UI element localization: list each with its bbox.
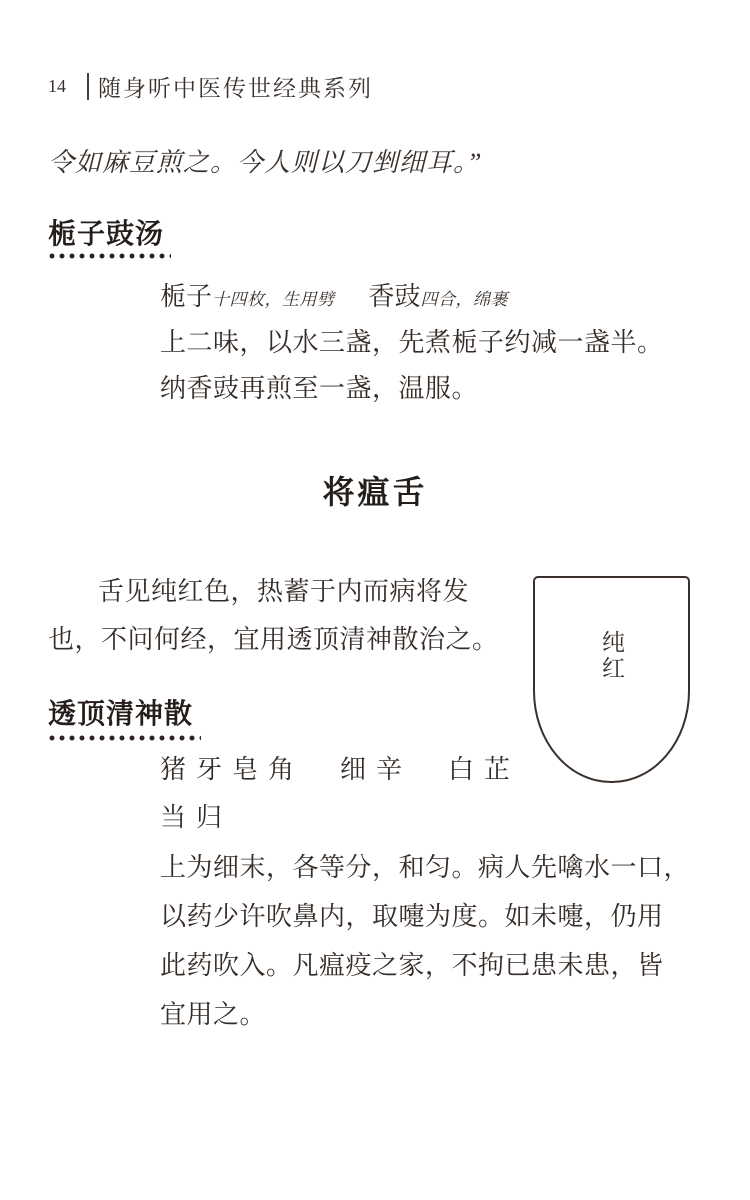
formula-title-touding-qingshen-san: 透顶清神散 [48, 699, 194, 730]
ingredient [160, 282, 339, 311]
ingredient-note: 十四枚，生用劈 [212, 290, 335, 309]
ingredient-name: 香豉 [368, 282, 421, 311]
dotted-underline [49, 253, 171, 259]
ingredient-line: 猪牙皂角 细辛 白芷 [160, 755, 521, 784]
ingredient-name: 栀子 [160, 282, 213, 311]
dotted-underline [49, 735, 201, 741]
formula-title-zhizi-chi-tang: 栀子豉汤 [48, 219, 165, 250]
intro-quote: 令如麻豆煎之。今人则以刀剉细耳。” [48, 148, 483, 177]
ingredient-row [160, 276, 508, 313]
tongue-diagram [533, 576, 690, 783]
formula-instructions [160, 320, 664, 412]
header-divider [87, 73, 89, 100]
chapter-body-text [48, 568, 499, 664]
chapter-title: 将瘟舌 [322, 474, 428, 510]
ingredient-note: 四合，绵裹 [420, 290, 509, 309]
body-line: 也，不问何经，宜用透顶清神散治之。 [48, 625, 499, 654]
tongue-diagram-label: 纯红 [599, 630, 624, 682]
instruction-line: 上二味，以水三盏，先煮栀子约减一盏半。 [160, 328, 664, 357]
page-number: 14 [48, 75, 66, 96]
instruction-line: 以药少许吹鼻内，取嚏为度。如未嚏，仍用 [160, 902, 664, 931]
series-title: 随身听中医传世经典系列 [98, 75, 373, 101]
body-line: 舌见纯红色，热蓄于内而病将发 [98, 577, 470, 606]
formula-instructions [160, 843, 690, 1039]
instruction-line: 此药吹入。凡瘟疫之家，不拘已患未患，皆 [160, 951, 664, 980]
page-header [48, 70, 373, 102]
ingredient [368, 282, 509, 311]
instruction-line: 宜用之。 [160, 1000, 267, 1029]
instruction-line: 上为细末，各等分，和匀。病人先噙水一口， [160, 853, 691, 882]
ingredient-lines [160, 746, 520, 842]
instruction-line: 纳香豉再煎至一盏，温服。 [160, 374, 479, 403]
ingredient-line: 当归 [160, 803, 233, 832]
